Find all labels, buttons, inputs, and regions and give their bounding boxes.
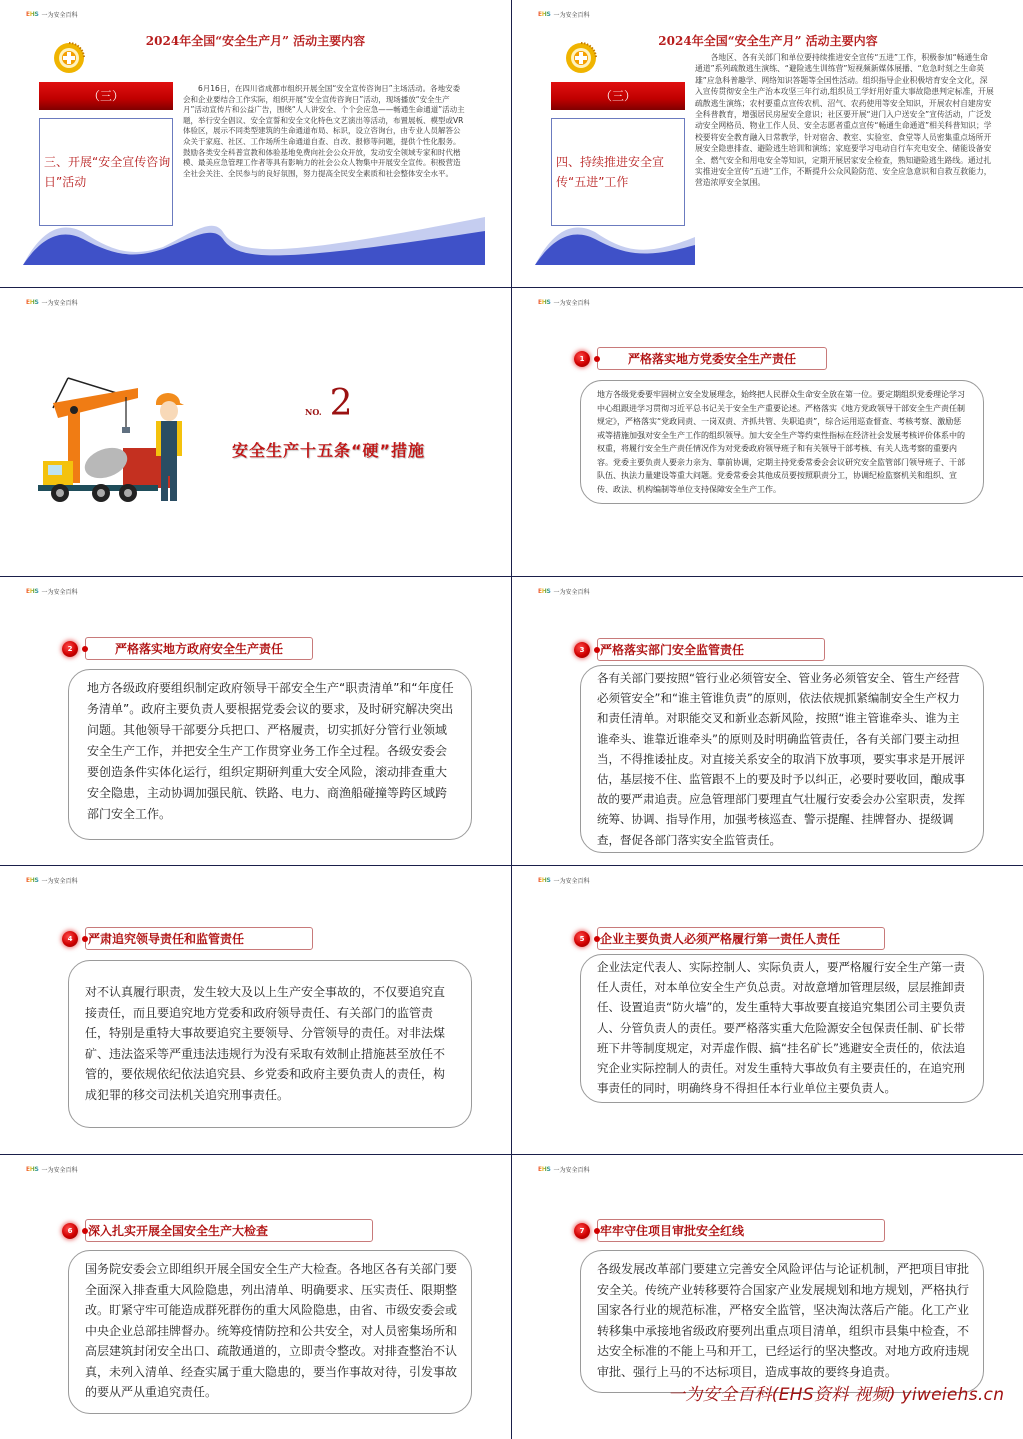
- measure-title: 牢牢守住项目审批安全红线: [597, 1219, 885, 1242]
- brand-tagline: 一为安全百科: [553, 589, 590, 596]
- measure-header: [574, 927, 885, 950]
- brand-header: [538, 298, 590, 307]
- slide-measure-1[interactable]: [512, 288, 1023, 576]
- measure-body: 国务院安委会立即组织开展全国安全生产大检查。各地区各有关部门要全面深入排查重大风险隐患，列出清单、明确要求、压实责任、限期整改。盯紧守牢可能造成群死群伤的重大风险隐患，由省、市级安委会或中央企业总部挂牌督办。统筹疫情防控和公共安全，对人员密集场所和高层建筑封闭安全出口、疏散通道的，立即责令整改。对排查整治不认真，未列入清单、经查实属于重大隐患的，要当作事故对待，引发事故的要从严从重追究责任。: [68, 1250, 472, 1414]
- section-number: NO. 2: [305, 383, 353, 424]
- slide-measure-4[interactable]: [0, 866, 511, 1154]
- slide-measure-2[interactable]: [0, 577, 511, 865]
- bullet-dot-icon: [82, 1228, 88, 1234]
- section-label: （三）: [39, 82, 173, 110]
- construction-worker-illustration: [38, 373, 198, 518]
- measure-body: 各级发展改革部门要建立完善安全风险评估与论证机制，严把项目审批安全关。传统产业转移要符合国家产业发展规划和地方规划，严格执行国家各行业的规范标准，严格安全监管，坚决淘汰落后产能。化工产业转移集中承接地省级政府要列出重点项目清单，组织市县集中检查，不达安全标准的不能上马和开工，已经运行的坚决整改。对地方政府违规审批、强行上马的不达标项目，造成事故的要终身追责。: [580, 1250, 984, 1393]
- subtitle-box: [39, 118, 173, 226]
- ehs-logo-icon: EHS: [538, 877, 551, 884]
- slide-title: 2024年全国“安全生产月” 活动主要内容: [145, 34, 366, 48]
- measure-title: 严格落实地方政府安全生产责任: [85, 637, 313, 660]
- measure-title: 企业主要负责人必须严格履行第一责任人责任: [597, 927, 885, 950]
- brand-tagline: 一为安全百科: [41, 300, 78, 307]
- wave-decoration: [535, 217, 695, 267]
- ehs-logo-icon: EHS: [26, 1166, 39, 1173]
- bullet-dot-icon: [594, 936, 600, 942]
- measure-body: 对不认真履行职责，发生较大及以上生产安全事故的，不仅要追究直接责任，而且要追究地方党委和政府领导责任、有关部门的监管责任，特别是重特大事故要追究主要领导、分管领导的责任。对非法煤矿、违法盗采等严重违法违规行为没有采取有效制止措施甚至放任不管的，要依规依纪依法追究县、乡党委和政府主要负责人的责任，构成犯罪的移交司法机关追究刑事责任。: [68, 960, 472, 1128]
- measure-body: 地方各级政府要组织制定政府领导干部安全生产“职责清单”和“年度任务清单”。政府主要负责人要根据党委会议的要求，及时研究解决突出问题。其他领导干部要分兵把口、严格履责，切实抓好分管行业领域安全生产工作，并把安全生产工作贯穿业务工作全过程。各级安委会要创造条件实体化运行，组织定期研判重大安全风险，滚动排查重大安全隐患，主动协调加强民航、铁路、电力、商渔船碰撞等跨区域跨部门安全工作。: [68, 669, 472, 840]
- brand-tagline: 一为安全百科: [553, 878, 590, 885]
- measure-header: [574, 1219, 885, 1242]
- brand-header: [26, 587, 78, 596]
- brand-header: [26, 10, 78, 19]
- number-badge: 5: [574, 931, 590, 947]
- slide-activity-4[interactable]: [512, 0, 1023, 287]
- number-badge: 2: [62, 641, 78, 657]
- bullet-dot-icon: [594, 1228, 600, 1234]
- measure-header: [62, 637, 313, 660]
- brand-tagline: 一为安全百科: [41, 1167, 78, 1174]
- measure-header: [574, 347, 827, 370]
- body-text: 6月16日，在四川省成都市组织开展全国“安全宣传咨询日”主场活动。各地安委会和企业要结合工作实际，组织开展“安全宣传咨询日”活动，现场播放“安全生产月”活动宣传片和公益广告，围绕“人人讲安全、个个会应急——畅通生命通道”活动主题，举行安全倡议、安全宣誓和安全文化特色文艺演出等活动，布置展板、模型或VR体验区，展示不同类型建筑的生命通道布局、标识，设立咨询台，由专业人员解答公众关于家庭、社区、工作场所生命通道自查、自改、报修等问题，提供个性化服务。鼓励各类安全科普宣教和体验基地免费向社会公众开放，发动安全领域专家和时代楷模、最美应急管理工作者等具有影响力的社会公众人物集中开展安全宣传。积极营造全社会关注、全民参与的良好氛围，努力提高全民安全素质和社会整体安全水平。: [183, 84, 465, 178]
- subtitle: 三、开展“安全宣传咨询日”活动: [44, 155, 171, 189]
- brand-tagline: 一为安全百科: [41, 878, 78, 885]
- brand-tagline: 一为安全百科: [41, 12, 78, 19]
- brand-tagline: 一为安全百科: [553, 300, 590, 307]
- measure-title: 深入扎实开展全国安全生产大检查: [85, 1219, 373, 1242]
- number-badge: 3: [574, 642, 590, 658]
- number-badge: 7: [574, 1223, 590, 1239]
- slide-section-cover[interactable]: [0, 288, 511, 576]
- brand-header: [26, 876, 78, 885]
- ehs-logo-icon: EHS: [26, 588, 39, 595]
- ehs-logo-icon: EHS: [26, 299, 39, 306]
- brand-header: [538, 876, 590, 885]
- number-badge: 6: [62, 1223, 78, 1239]
- slide-activity-3[interactable]: [0, 0, 511, 287]
- measure-title: 严肃追究领导责任和监管责任: [85, 927, 313, 950]
- brand-tagline: 一为安全百科: [41, 589, 78, 596]
- brand-tagline: 一为安全百科: [553, 12, 590, 19]
- ehs-logo-icon: EHS: [538, 588, 551, 595]
- ehs-logo-icon: EHS: [26, 11, 39, 18]
- ehs-logo-icon: EHS: [538, 299, 551, 306]
- measure-body: 企业法定代表人、实际控制人、实际负责人，要严格履行安全生产第一责任人责任，对本单位安全生产负总责。对故意增加管理层级，层层推卸责任、设置追责“防火墙”的，发生重特大事故要直接追究集团公司主要负责人、分管负责人的责任。要严格落实重大危险源安全包保责任制、矿长带班下井等制度规定，对弄虚作假、搞“挂名矿长”逃避安全责任的，依法追究企业实际控制人的责任。对发生重特大事故负有主要责任的，在追究刑事责任的同时，明确终身不得担任本行业单位主要负责人。: [580, 954, 984, 1103]
- brand-header: [26, 1165, 78, 1174]
- measure-body: 各有关部门要按照“管行业必须管安全、管业务必须管安全、管生产经营必须管安全”和“谁主管谁负责”的原则，依法依规抓紧编制安全生产权力和责任清单。对职能交叉和新业态新风险，按照“谁主管谁牵头、谁为主谁牵头、谁靠近谁牵头”的原则及时明确监管责任，各有关部门要主动担当，不得推诿扯皮。对直接关系安全的取消下放事项，要实事求是开展评估，基层接不住、监管跟不上的要及时予以纠正，必要时要收回，酿成事故的要严肃追责。应急管理部门要理直气壮履行安委会办公室职责，发挥统筹、协调、指导作用，加强考核巡查、警示提醒、挂牌督办、提级调查，督促各部门落实安全监管责任。: [580, 665, 984, 853]
- bullet-dot-icon: [594, 647, 600, 653]
- section-title: 安全生产十五条“硬”措施: [232, 441, 426, 460]
- body-text: 各地区、各有关部门和单位要持续推进安全宣传“五进”工作，积极参加“畅通生命通道”系列疏散逃生演练、“避险逃生训练营”短视频新媒体展播、“危急时刻之生命英雄”应急科普趣学、网络知识答题等全国性活动。组织指导企业积极培育安全文化，深入宣传贯彻安全生产治本攻坚三年行动,组织员工学好用好重大事故隐患判定标准，开展疏散逃生演练；农村要重点宣传农机、沼气、农药使用等安全知识，开展农村自建房安全科普教育，增强居民房屋安全意识；社区要开展“进门入户送安全”宣传活动，广泛发动安全网格员、物业工作人员、安全志愿者重点宣传“畅通生命通道”相关科普知识；学校要将安全教育融入日常教学，针对宿舍、教室、实验室、食堂等人员密集重点场所开展安全隐患排查、避险逃生培训和演练；家庭要学习电动自行车充电安全、储能设备安全、燃气安全和用电安全等知识，定期开展居家安全检查，熟知避险逃生路线。通过扎实推进安全宣传“五进”工作，不断提升公众风险防范、安全应急意识和自救互救能力，营造浓厚安全氛围。: [695, 53, 994, 188]
- bullet-dot-icon: [594, 356, 600, 362]
- subtitle-box: [551, 118, 685, 226]
- brand-header: [538, 587, 590, 596]
- slide-measure-5[interactable]: [512, 866, 1023, 1154]
- measure-header: [574, 638, 825, 661]
- measure-title: 严格落实地方党委安全生产责任: [597, 347, 827, 370]
- brand-header: [538, 10, 590, 19]
- measure-body: 地方各级党委要牢固树立安全发展理念，始终把人民群众生命安全放在第一位。要定期组织党委理论学习中心组跟进学习贯彻习近平总书记关于安全生产重要论述。严格落实《地方党政领导干部安全生产责任制规定》，严格落实“党政同责、一岗双责、齐抓共管、失职追责”，综合运用巡查督查、考核考察、激励惩戒等措施加强对安全生产工作的组织领导。加大安全生产等约束性指标在经济社会发展考核评价体系中的权重，将履行安全生产责任情况作为对党委政府领导班子和有关领导干部考核、有关人选考察的重要内容。党委主要负责人要亲力亲为、靠前协调，定期主持党委常委会会议研究安全监管部门领导班子、干部队伍、执法力量建设等重大问题。党委常委会其他成员要按照职责分工，协调纪检监察机关和组织、宣传、政法、机构编制等单位支持保障安全生产工作。: [580, 380, 984, 504]
- measure-header: [62, 1219, 373, 1242]
- number-badge: 4: [62, 931, 78, 947]
- ehs-logo-icon: EHS: [26, 877, 39, 884]
- ehs-logo-icon: EHS: [538, 1166, 551, 1173]
- brand-header: [26, 298, 78, 307]
- bullet-dot-icon: [82, 646, 88, 652]
- slide-measure-6[interactable]: [0, 1155, 511, 1439]
- section-label: （三）: [551, 82, 685, 110]
- number-badge: 1: [574, 351, 590, 367]
- watermark-text: 一为安全百科(EHS资料 视频) yiweiehs.cn: [668, 1385, 1005, 1405]
- ehs-logo-icon: EHS: [538, 11, 551, 18]
- measure-header: [62, 927, 313, 950]
- brand-tagline: 一为安全百科: [553, 1167, 590, 1174]
- slide-measure-3[interactable]: [512, 577, 1023, 865]
- slide-title: 2024年全国“安全生产月” 活动主要内容: [658, 34, 878, 48]
- wave-decoration: [23, 217, 485, 267]
- measure-title: 严格落实部门安全监管责任: [597, 638, 825, 661]
- brand-header: [538, 1165, 590, 1174]
- bullet-dot-icon: [82, 936, 88, 942]
- subtitle: 四、持续推进安全宣传“五进”工作: [556, 155, 665, 189]
